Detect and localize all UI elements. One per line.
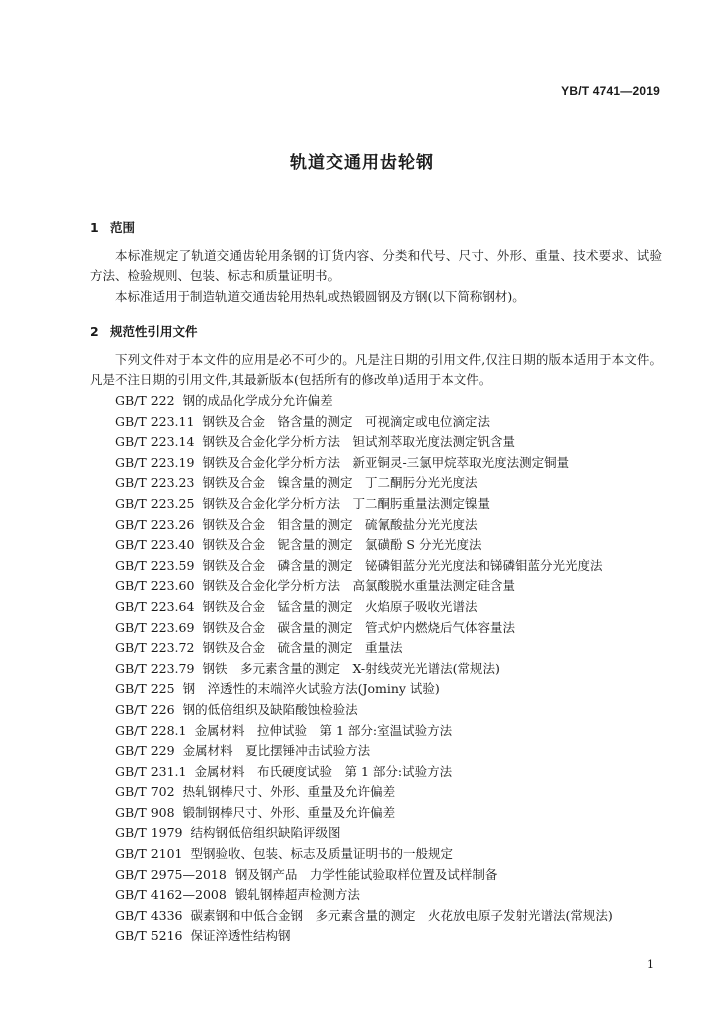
reference-code: GB/T 223.69 — [115, 619, 195, 635]
section-number: 2 — [90, 324, 99, 339]
section-title: 范围 — [110, 220, 136, 235]
reference-item — [115, 762, 613, 783]
reference-title: 金属材料 夏比摆锤冲击试验方法 — [182, 743, 371, 759]
reference-item — [115, 494, 613, 515]
section-title: 规范性引用文件 — [110, 324, 198, 339]
reference-item — [115, 556, 613, 577]
reference-code: GB/T 702 — [115, 784, 175, 800]
reference-title: 型钢验收、包装、标志及质量证明书的一般规定 — [190, 846, 454, 862]
reference-item — [115, 803, 613, 824]
reference-code: GB/T 223.72 — [115, 640, 195, 656]
reference-code: GB/T 228.1 — [115, 722, 187, 738]
reference-item — [115, 473, 613, 494]
reference-title: 锻轧钢棒超声检测方法 — [234, 887, 360, 903]
reference-code: GB/T 223.64 — [115, 598, 195, 614]
section-heading-scope — [90, 218, 135, 236]
scope-paragraph-2: 本标准适用于制造轨道交通齿轮用热轧或热锻圆钢及方钢(以下简称钢材)。 — [115, 289, 525, 304]
reference-item — [115, 906, 613, 927]
page-number: 1 — [647, 958, 654, 971]
reference-item — [115, 618, 613, 639]
reference-item — [115, 926, 613, 947]
reference-code: GB/T 226 — [115, 701, 175, 717]
reference-title: 钢铁 多元素含量的测定 X-射线荧光光谱法(常规法) — [202, 660, 500, 676]
reference-title: 结构钢低倍组织缺陷评级图 — [190, 825, 341, 841]
reference-item — [115, 721, 613, 742]
reference-item — [115, 782, 613, 803]
reference-code: GB/T 223.14 — [115, 434, 195, 450]
reference-title: 钢铁及合金 硫含量的测定 重量法 — [202, 640, 403, 656]
reference-item — [115, 576, 613, 597]
reference-item — [115, 659, 613, 680]
document-title: 轨道交通用齿轮钢 — [290, 153, 434, 173]
reference-item — [115, 535, 613, 556]
reference-title: 钢铁及合金 铬含量的测定 可视滴定或电位滴定法 — [202, 413, 490, 429]
reference-title: 金属材料 布氏硬度试验 第 1 部分:试验方法 — [194, 763, 453, 779]
reference-title: 钢的低倍组织及缺陷酸蚀检验法 — [182, 701, 358, 717]
reference-code: GB/T 4336 — [115, 907, 183, 923]
reference-title: 钢铁及合金化学分析方法 新亚铜灵-三氯甲烷萃取光度法测定铜量 — [202, 454, 570, 470]
reference-title: 钢铁及合金 锰含量的测定 火焰原子吸收光谱法 — [202, 598, 478, 614]
reference-item — [115, 885, 613, 906]
reference-code: GB/T 223.23 — [115, 475, 195, 491]
reference-title: 锻制钢棒尺寸、外形、重量及允许偏差 — [182, 804, 396, 820]
reference-item — [115, 453, 613, 474]
reference-title: 钢铁及合金 钼含量的测定 硫氰酸盐分光光度法 — [202, 516, 478, 532]
reference-list — [115, 391, 613, 947]
reference-code: GB/T 231.1 — [115, 763, 187, 779]
reference-item — [115, 432, 613, 453]
section-number: 1 — [90, 220, 99, 235]
reference-item — [115, 741, 613, 762]
reference-item — [115, 597, 613, 618]
reference-item — [115, 823, 613, 844]
reference-code: GB/T 223.60 — [115, 578, 195, 594]
reference-title: 钢铁及合金化学分析方法 钽试剂萃取光度法测定钒含量 — [202, 434, 515, 450]
reference-code: GB/T 223.19 — [115, 454, 195, 470]
reference-title: 钢 淬透性的末端淬火试验方法(Jominy 试验) — [182, 681, 440, 697]
reference-code: GB/T 223.40 — [115, 537, 195, 553]
reference-code: GB/T 223.11 — [115, 413, 195, 429]
reference-title: 金属材料 拉伸试验 第 1 部分:室温试验方法 — [194, 722, 453, 738]
scope-paragraph-1: 本标准规定了轨道交通齿轮用条钢的订货内容、分类和代号、尺寸、外形、重量、技术要求、试验方法、检验规则、包装、标志和质量证明书。 — [90, 248, 662, 283]
section-heading-normative-references — [90, 322, 198, 340]
reference-code: GB/T 223.79 — [115, 660, 195, 676]
reference-title: 钢铁及合金化学分析方法 高氯酸脱水重量法测定硅含量 — [202, 578, 515, 594]
reference-code: GB/T 223.59 — [115, 557, 195, 573]
reference-title: 钢的成品化学成分允许偏差 — [182, 393, 333, 408]
reference-code: GB/T 908 — [115, 804, 175, 820]
reference-item — [115, 844, 613, 865]
standard-number: YB/T 4741—2019 — [561, 84, 660, 98]
reference-code: GB/T 222 — [115, 393, 175, 408]
reference-code: GB/T 2975—2018 — [115, 866, 227, 882]
reference-title: 钢铁及合金 铌含量的测定 氯磺酚 S 分光光度法 — [202, 537, 482, 553]
reference-title: 钢铁及合金 碳含量的测定 管式炉内燃烧后气体容量法 — [202, 619, 515, 635]
reference-code: GB/T 225 — [115, 681, 175, 697]
reference-code: GB/T 1979 — [115, 825, 183, 841]
reference-code: GB/T 223.26 — [115, 516, 195, 532]
reference-item — [115, 865, 613, 886]
reference-code: GB/T 4162—2008 — [115, 887, 227, 903]
reference-title: 钢铁及合金化学分析方法 丁二酮肟重量法测定镍量 — [202, 495, 490, 511]
reference-item — [115, 515, 613, 536]
reference-title: 碳素钢和中低合金钢 多元素含量的测定 火花放电原子发射光谱法(常规法) — [190, 907, 613, 923]
references-intro-paragraph: 下列文件对于本文件的应用是必不可少的。凡是注日期的引用文件,仅注日期的版本适用于本文件。凡是不注日期的引用文件,其最新版本(包括所有的修改单)适用于本文件。 — [90, 352, 662, 387]
reference-code: GB/T 229 — [115, 743, 175, 759]
reference-code: GB/T 2101 — [115, 846, 183, 862]
reference-title: 钢铁及合金 镍含量的测定 丁二酮肟分光光度法 — [202, 475, 478, 491]
reference-item — [115, 638, 613, 659]
reference-title: 钢铁及合金 磷含量的测定 铋磷钼蓝分光光度法和锑磷钼蓝分光光度法 — [202, 557, 603, 573]
reference-title: 保证淬透性结构钢 — [190, 928, 291, 944]
reference-code: GB/T 5216 — [115, 928, 183, 944]
reference-title: 热轧钢棒尺寸、外形、重量及允许偏差 — [182, 784, 396, 800]
reference-code: GB/T 223.25 — [115, 495, 195, 511]
reference-title: 钢及钢产品 力学性能试验取样位置及试样制备 — [234, 866, 498, 882]
reference-item — [115, 679, 613, 700]
reference-item — [115, 700, 613, 721]
reference-item — [115, 391, 613, 412]
reference-item — [115, 412, 613, 433]
